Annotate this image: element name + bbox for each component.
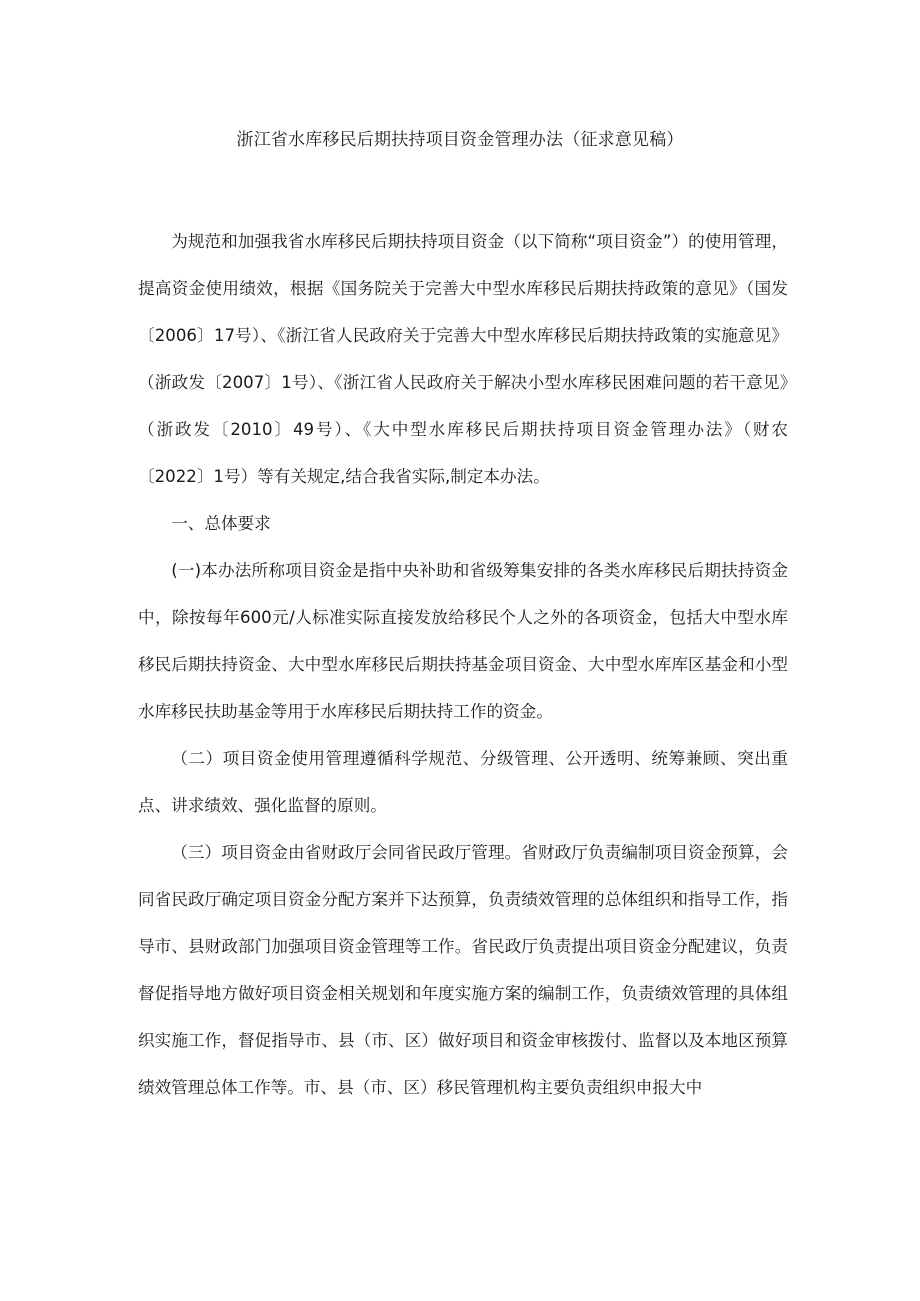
document-title: 浙江省水库移民后期扶持项目资金管理办法（征求意见稿） — [236, 130, 684, 150]
paragraph-item-1: (一)本办法所称项目资金是指中央补助和省级筹集安排的各类水库移民后期扶持资金中，除按每年600元/人标准实际直接发放给移民个人之外的各项资金，包括大中型水库移民后期扶持资金、大中型水库移民后期扶持基金项目资金、大中型水库库区基金和小型水库移民扶助基金等用于水库移民后期扶持工作的资金。 — [138, 561, 788, 721]
section-heading-general-requirements: 一、总体要求 — [171, 514, 271, 533]
paragraph-preamble: 为规范和加强我省水库移民后期扶持项目资金（以下简称“项目资金”）的使用管理，提高资金使用绩效，根据《国务院关于完善大中型水库移民后期扶持政策的意见》（国发〔2006〕17号）、《浙江省人民政府关于完善大中型水库移民后期扶持政策的实施意见》（浙政发〔2007〕1号）、《浙江省人民政府关于解决小型水库移民困难问题的若干意见》（浙政发〔2010〕49号）、《大中型水库移民后期扶持项目资金管理办法》（财农〔2022〕1号）等有关规定,结合我省实际,制定本办法。 — [138, 232, 788, 486]
paragraph-item-2: （二）项目资金使用管理遵循科学规范、分级管理、公开透明、统筹兼顾、突出重点、讲求绩效、强化监督的原则。 — [138, 749, 788, 815]
paragraph-item-3: （三）项目资金由省财政厅会同省民政厅管理。省财政厅负责编制项目资金预算，会同省民政厅确定项目资金分配方案并下达预算，负责绩效管理的总体组织和指导工作，指导市、县财政部门加强项目资金管理等工作。省民政厅负责提出项目资金分配建议，负责督促指导地方做好项目资金相关规划和年度实施方案的编制工作，负责绩效管理的具体组织实施工作，督促指导市、县（市、区）做好项目和资金审核拨付、监督以及本地区预算绩效管理总体工作等。市、县（市、区）移民管理机构主要负责组织申报大中 — [138, 843, 788, 1097]
document-body — [138, 218, 788, 1111]
